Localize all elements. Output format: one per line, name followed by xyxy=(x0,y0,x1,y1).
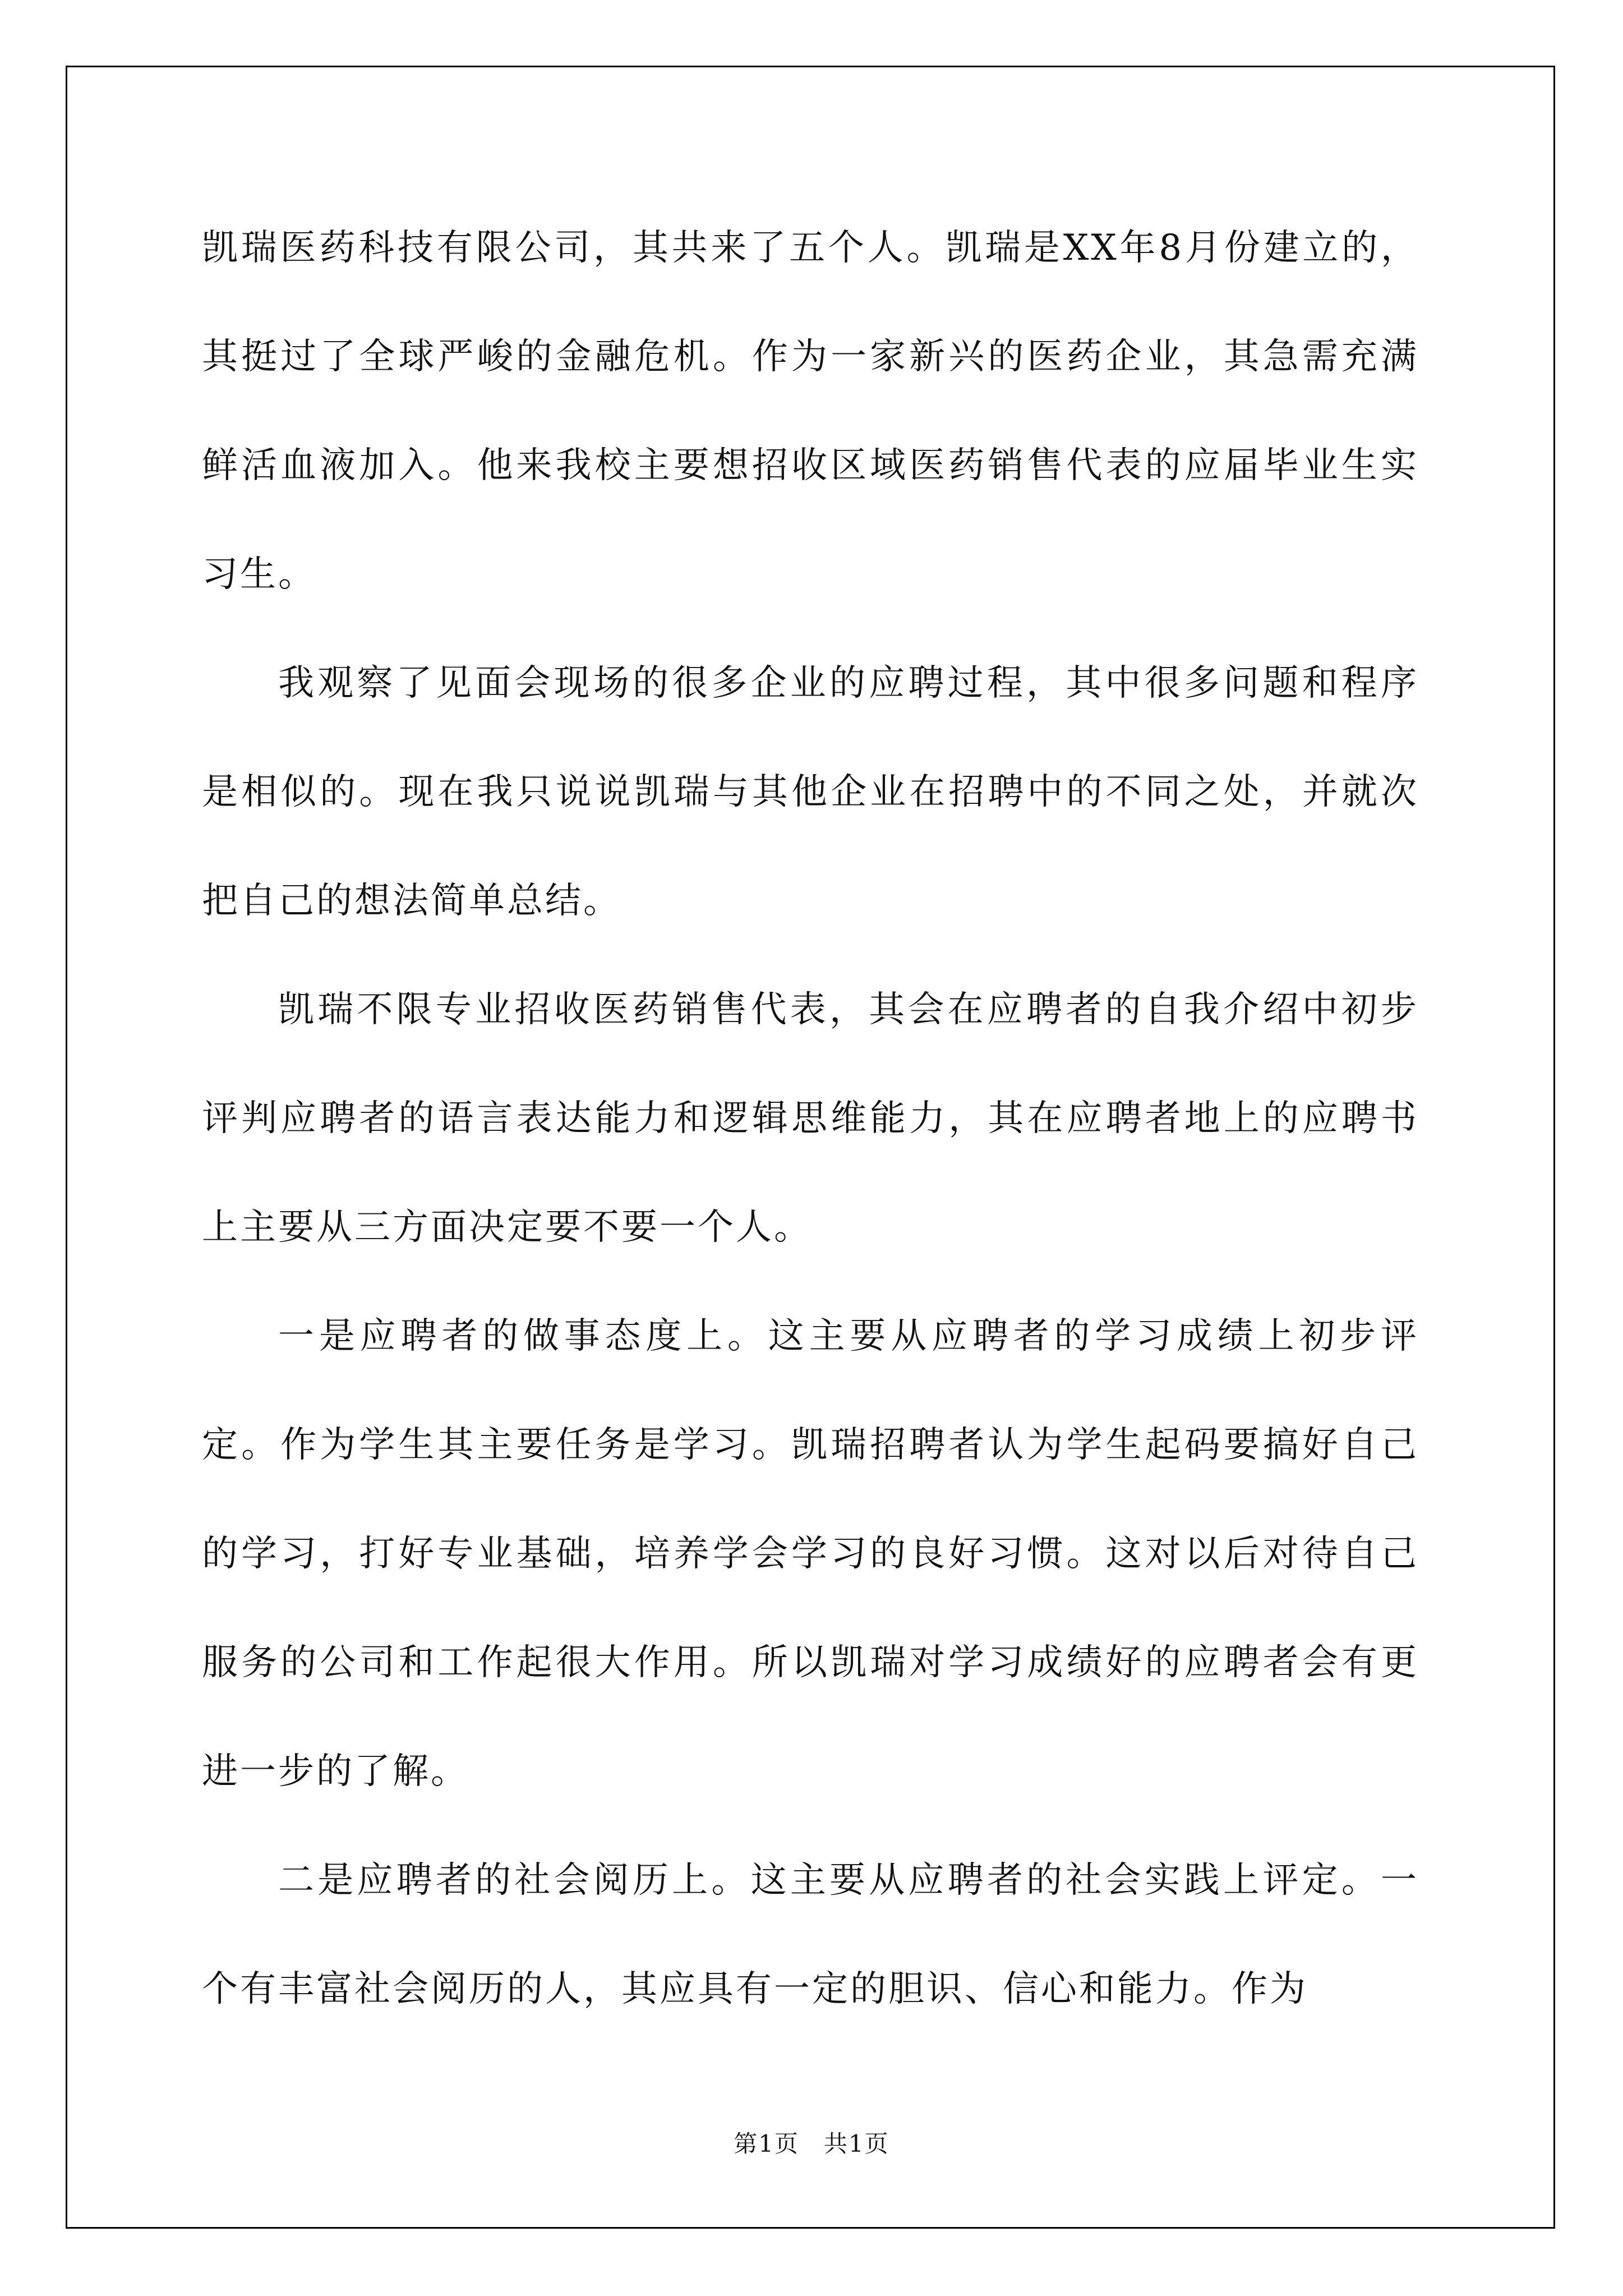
paragraph-1: 凯瑞医药科技有限公司，其共来了五个人。凯瑞是XX年8月份建立的，其挺过了全球严峻的金融危机。作为一家新兴的医药企业，其急需充满鲜活血液加入。他来我校主要想招收区域医药销售代表的应届毕业生实习生。 xyxy=(202,227,1419,595)
paragraph-2: 我观察了见面会现场的很多企业的应聘过程，其中很多问题和程序是相似的。现在我只说说凯瑞与其他企业在招聘中的不同之处，并就次把自己的想法简单总结。 xyxy=(202,662,1419,922)
page-footer: 第1页 共1页 xyxy=(734,2130,889,2157)
document-body xyxy=(202,194,1419,2044)
paragraph-5: 二是应聘者的社会阅历上。这主要从应聘者的社会实践上评定。一个有丰富社会阅历的人，其应具有一定的胆识、信心和能力。作为 xyxy=(202,1860,1419,2010)
paragraph-3: 凯瑞不限专业招收医药销售代表，其会在应聘者的自我介绍中初步评判应聘者的语言表达能力和逻辑思维能力，其在应聘者地上的应聘书上主要从三方面决定要不要一个人。 xyxy=(202,989,1419,1248)
paragraph-4: 一是应聘者的做事态度上。这主要从应聘者的学习成绩上初步评定。作为学生其主要任务是学习。凯瑞招聘者认为学生起码要搞好自己的学习，打好专业基础，培养学会学习的良好习惯。这对以后对待自己服务的公司和工作起很大作用。所以凯瑞对学习成绩好的应聘者会有更进一步的了解。 xyxy=(202,1315,1419,1792)
